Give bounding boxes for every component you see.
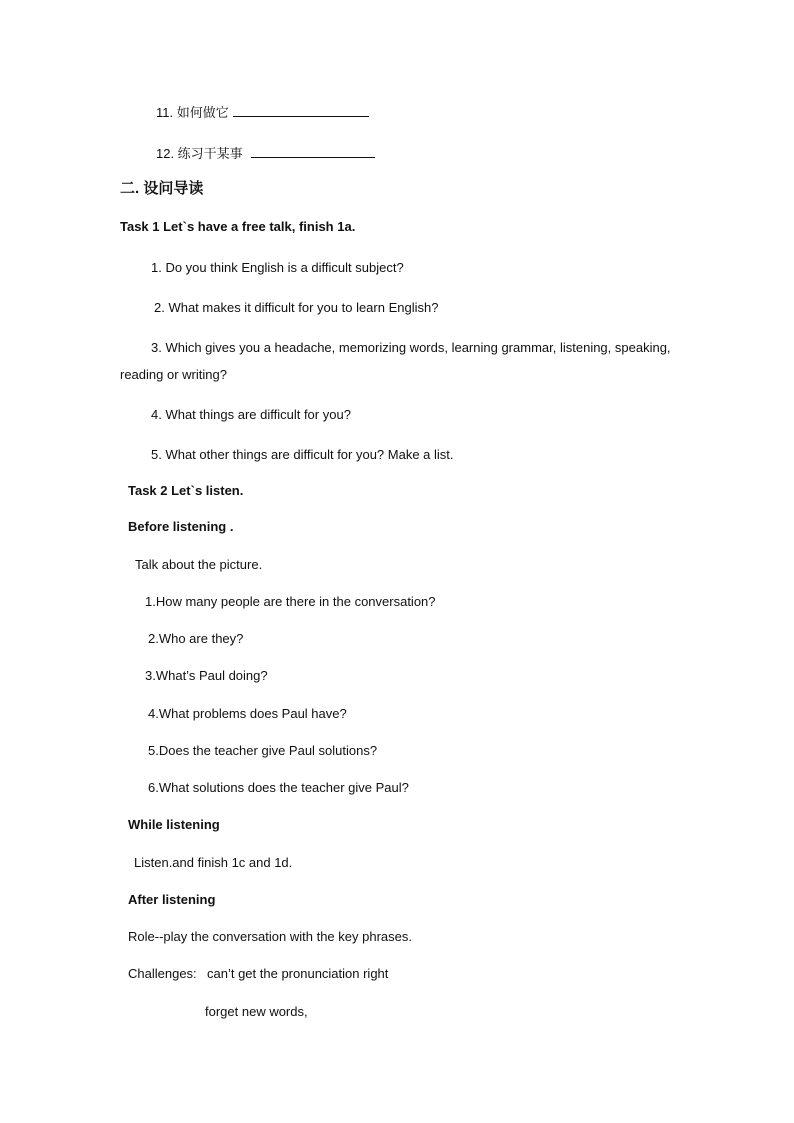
- vocab-item-12-text: 12. 练习干某事: [156, 146, 243, 161]
- challenges-label: Challenges:: [128, 966, 197, 981]
- task1-title: Task 1 Let`s have a free talk, finish 1a.: [120, 219, 356, 234]
- task1-question-1: 1. Do you think English is a difficult subject?: [151, 260, 404, 275]
- vocab-item-11: [156, 104, 369, 121]
- before-listening-intro: Talk about the picture.: [135, 557, 263, 572]
- vocab-item-12: [156, 145, 375, 162]
- task1-question-3: 3. Which gives you a headache, memorizing words, learning grammar, listening, speaking,: [151, 340, 671, 355]
- before-question-3: 3.What’s Paul doing?: [145, 668, 268, 683]
- before-question-6: 6.What solutions does the teacher give Paul?: [148, 780, 409, 795]
- section-heading: 二. 设问导读: [120, 180, 204, 197]
- before-question-5: 5.Does the teacher give Paul solutions?: [148, 743, 378, 758]
- task1-question-5: 5. What other things are difficult for you? Make a list.: [151, 447, 454, 462]
- challenge-item-2: forget new words,: [205, 1004, 308, 1019]
- vocab-item-11-text: 11. 如何做它: [156, 105, 229, 120]
- before-listening-heading: Before listening .: [128, 519, 234, 534]
- task1-question-2: 2. What makes it difficult for you to learn English?: [154, 300, 439, 315]
- before-question-4: 4.What problems does Paul have?: [148, 706, 347, 721]
- while-listening-heading: While listening: [128, 817, 220, 832]
- before-question-2: 2.Who are they?: [148, 631, 244, 646]
- after-listening-heading: After listening: [128, 892, 216, 907]
- task1-question-3-cont: reading or writing?: [120, 367, 227, 382]
- answer-blank: [233, 104, 369, 117]
- before-question-1: 1.How many people are there in the conversation?: [145, 594, 436, 609]
- after-listening-text: Role--play the conversation with the key phrases.: [128, 929, 412, 944]
- answer-blank: [251, 145, 375, 158]
- challenge-item-1: can’t get the pronunciation right: [207, 966, 389, 981]
- task1-question-4: 4. What things are difficult for you?: [151, 407, 351, 422]
- while-listening-text: Listen.and finish 1c and 1d.: [134, 855, 293, 870]
- task2-title: Task 2 Let`s listen.: [128, 483, 244, 498]
